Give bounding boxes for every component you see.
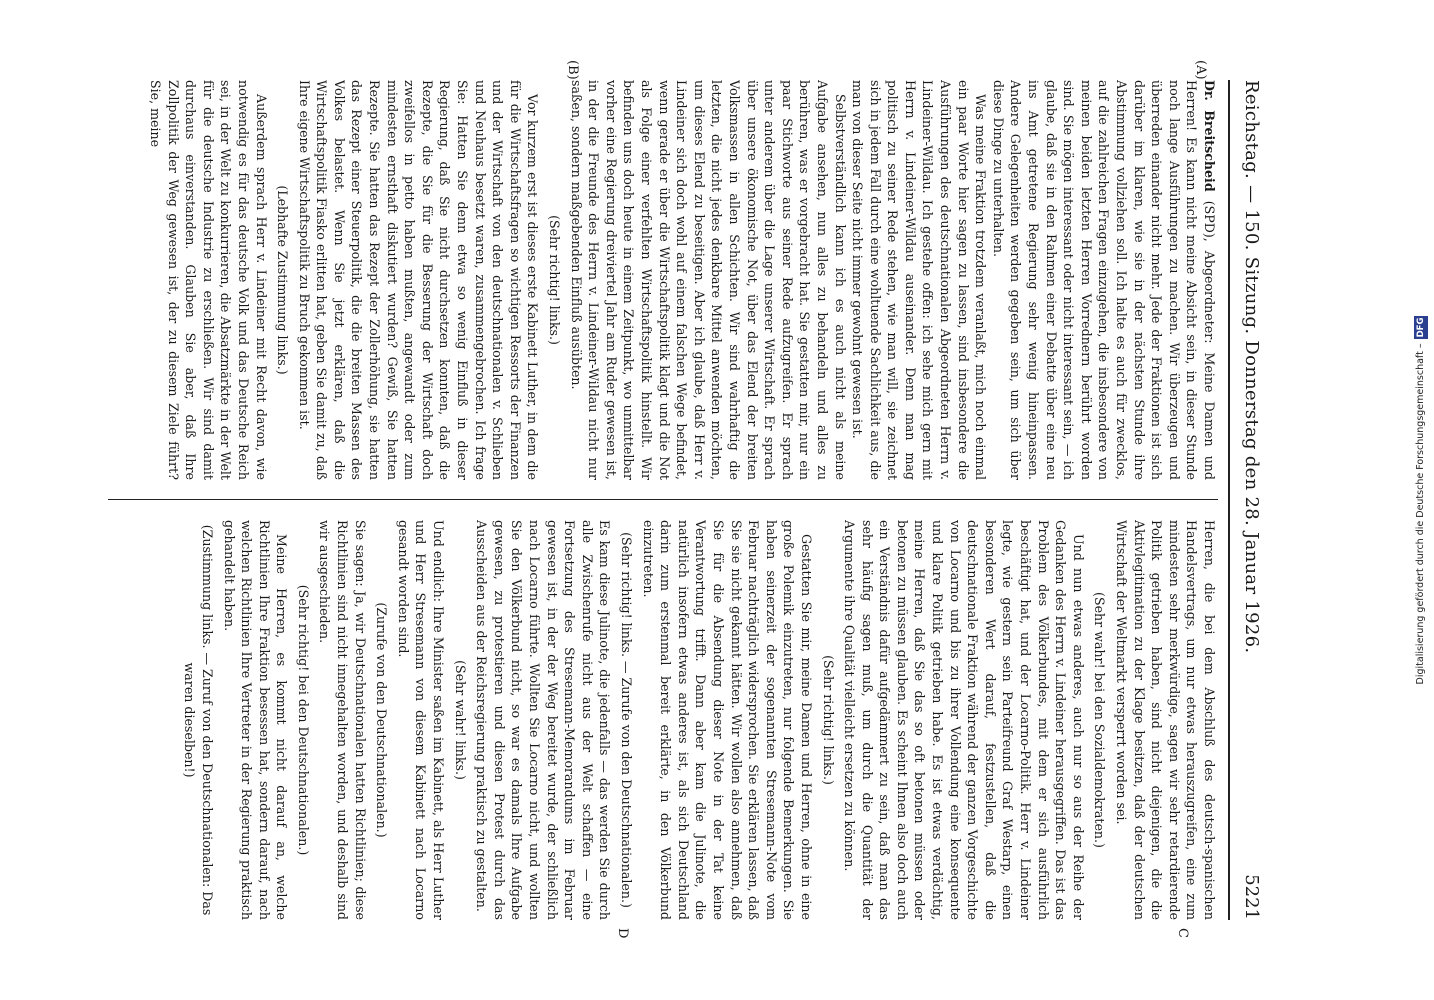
- paragraph: [639, 520, 815, 920]
- paragraph-text: (Zustimmung links. — Zuruf von den Deutschnationalen: Das waren dieselben!): [182, 524, 215, 916]
- paragraph-text: Herren, die bei dem Abschluß des deutsch-spanischen Handelsvertrags, um nur etwas herauszugreifen, eine zum mindesten sehr merkwürdige, sagen wir sehr retardierende Politik getrieben haben, sind nicht diejenigen, die die Aktivlegitimation zu der Klage besitzen, daß der deutschen Wirtschaft der Weltmarkt versperrt worden sei.: [1114, 520, 1217, 920]
- margin-marker-a: (A): [1193, 60, 1208, 80]
- paragraph: [220, 520, 290, 920]
- paragraph-text: Und endlich: Ihre Minister saßen im Kabinett, als Herr Luther und Herr Stresemann von diesem Kabinett nach Locarno gesandt worden sind.: [395, 520, 447, 920]
- header-title: Reichstag. — 150. Sitzung. Donnerstag den 28. Januar 1926.: [1241, 80, 1263, 654]
- paragraph-text: (Sehr richtig! links.): [547, 215, 563, 345]
- side-credit-text: Digitalisierung gefördert durch die Deutsche Forschungsgemeinschaft –DFG: [1415, 317, 1426, 685]
- rotated-page-body: [90, 60, 1270, 939]
- interjection: [373, 520, 391, 920]
- text-column-left: [108, 80, 1218, 480]
- paragraph-text: Es kam diese Julinote, die jedenfalls — das werden Sie durch alle Zwischenrufe nicht aus der Welt schaffen — eine Fortsetzung des Stresemann-Memorandums im Februar gewesen ist, in der der Weg bereitet wurde, der schließlich nach Locarno führte. Wollten Sie Locarno nicht, und wollten Sie den Völkerbund nicht, so war es damals Ihre Aufgabe gewesen, zu protestieren und diesen Protest durch das Ausscheiden aus der Reichsregierung praktisch zu gestalten.: [474, 520, 613, 920]
- paragraph-text: Außerdem sprach Herr v. Lindeiner mit Recht davon, wie notwendig es für das deutsche Volk und das Deutsche Reich sei, in der Welt zu konkurrieren, die Absatzmärkte in der Welt für die deutsche Industrie zu erschließen. Wir sind damit durchaus einverstanden. Glauben Sie aber, daß Ihre Zollpolitik der Weg gewesen ist, der zu diesem Ziele führt? Sie, meine: [147, 80, 269, 480]
- paragraph-text: Und nun etwas anderes, auch nur so aus der Reihe der Gedanken des Herrn v. Lindeiner herausgegriffen. Das ist das Problem des Völkerbundes, mit dem er sich ausführlich beschäftigt hat, und der Locarno-Politik. Herr v. Lindeiner legte, wie gestern sein Parteifreund Graf Westarp, einen besonderen Wert darauf, festzustellen, daß die deutschnationale Fraktion während der ganzen Vorgeschichte von Locarno und bis zu ihrer Vollendung eine konsequente und klare Politik getrieben habe. Es ist etwas verdächtig, meine Herren, daß Sie das so oft betonen müssen oder betonen zu müssen glauben. Es scheint Ihnen also doch auch ein Verständnis dafür aufgedämmert zu sein, daß man das sehr häufig sagen muß, um durch die Quantität der Argumente ihre Qualität vielleicht ersetzen zu können.: [842, 520, 1086, 920]
- paragraph-text: Was meine Fraktion trotzdem veranlaßt, mich noch einmal ein paar Worte hier sagen zu lassen, sind insbesondere die Ausführungen des deutschnationalen Abgeordneten Herrn v. Lindeiner-Wildau. Ich gestehe offen: ich sehe mich gern mit Herrn v. Lindeiner-Wildau auseinander. Denn man mag politisch zu seiner Rede stehen, wie man will, sie zeichnet sich in jedem Fall durch eine wohltuende Sachlichkeit aus, die man von dieser Seite nicht immer gewohnt gewesen ist.: [850, 80, 989, 480]
- paragraph-text: Selbstverständlich kann ich es auch nicht als meine Aufgabe ansehen, nun alles zu behandeln und alles zu berühren, was er vorgebracht hat. Sie gestatten mir, nur ein paar Stichworte aus seiner Rede aufzugreifen. Er sprach unter anderem über die Lage unserer Wirtschaft. Er sprach über unsere ökonomische Not, über das Elend der breiten Volksmassen in allen Schichten. Wir sind wahrhaftig die letzten, die nicht jedes denkbare Mittel anwenden möchten, um dieses Elend zu beseitigen. Aber ich glaube, daß Herr v. Lindeiner sich doch wohl auf einem falschen Wege befindet, wenn gerade er über die Wirtschaftspolitik klagt und die Not als Folge einer verfehlten Wirtschaftspolitik hinstellt. Wir befinden uns doch heute in einem Zeitpunkt, wo unmittelbar vorher eine Regierung dreiviertel Jahr am Ruder gewesen ist, in der die Freunde des Herrn v. Lindeiner-Wildau nicht nur saßen, sondern maßgebenden Einfluß ausübten.: [568, 80, 848, 480]
- paragraph: [394, 520, 447, 920]
- paragraph-text: Vor kurzem erst ist dieses erste Kabinett Luther, in dem die für die Wirtschaftsfragen so wichtigen Ressorts der Finanzen und der Wirtschaft von den deutschnationalen v. Schlieben und Neuhaus besetzt waren, zusammengebrochen. Ich frage Sie: Hatten Sie denn etwa so wenig Einfluß in dieser Regierung, daß Sie nicht durchsetzen konnten, daß die Rezepte, die Sie für die Besserung der Wirtschaft doch zweifellos in petto haben mußten, angewandt oder zum mindesten ernsthaft diskutiert wurden? Gewiß, Sie hatten Rezepte. Sie hatten das Rezept der Zollerhöhung, sie hatten das Rezept einer Steuerpolitik, die die breiten Massen des Volkes belastet. Wenn Sie jetzt erklären, daß die Wirtschaftspolitik Fiasko erlitten hat, geben Sie damit zu, daß Ihre eigene Wirtschaftspolitik zu Bruch gekommen ist.: [296, 80, 541, 480]
- interjection: [181, 520, 216, 920]
- page-number: 5221: [1241, 874, 1263, 920]
- margin-marker-d: D: [615, 928, 630, 939]
- margin-marker-c: C: [1175, 928, 1190, 938]
- paragraph-text: (Sehr wahr! links.): [452, 660, 468, 780]
- paragraph-text: Sie sagen: Ja, wir Deutschnationalen hatten Richtlinien; diese Richtlinien sind nicht innegehalten worden, und deshalb sind wir ausgeschieden.: [317, 520, 368, 920]
- interjection: [451, 520, 469, 920]
- text-column-right: [108, 520, 1218, 920]
- interjection: [274, 80, 292, 480]
- interjection: [617, 520, 635, 920]
- paragraph-text: Gestatten Sie mir, meine Damen und Herren, ohne in eine große Polemik einzutreten, nur folgende Bemerkungen. Sie haben seinerzeit der sogenannten Stresemann-Note vom Februar nachträglich widersprochen. Sie erklären lassen, daß Sie sie nicht gekannt hätten. Wir wollen also annehmen, daß Sie für die Absendung dieser Note in der Tat keine Verantwortung trifft. Dann aber kam die Julinote, die natürlich insofern etwas anderes ist, als sich Deutschland darin zum erstenmal bereit erklärte, in den Völkerbund einzutreten.: [640, 520, 814, 920]
- paragraph-text: Meine Herren, es kommt nicht darauf an, welche Richtlinien Ihre Fraktion besessen hat, sondern darauf, nach welchen Richtlinien Ihre Vertreter in der Regierung praktisch gehandelt haben.: [221, 520, 290, 920]
- header-rule: [1228, 80, 1230, 920]
- interjection: [819, 520, 837, 920]
- paragraph-text: (Sehr richtig! bei den Deutschnationalen.): [295, 584, 311, 856]
- paragraph: [567, 80, 849, 480]
- paragraph: [146, 80, 269, 480]
- column-divider: [108, 499, 1218, 500]
- paragraph: [316, 520, 369, 920]
- side-credit: [1414, 10, 1428, 990]
- paragraph: [989, 80, 1218, 480]
- interjection: [1091, 520, 1109, 920]
- margin-marker-b: (B): [565, 60, 580, 80]
- paragraph-text: (Sehr richtig! links. — Zurufe von den Deutschnationalen.): [619, 532, 634, 908]
- page-header: [1234, 80, 1270, 920]
- paragraph: [295, 80, 541, 480]
- paragraph: [473, 520, 614, 920]
- paragraph: [841, 520, 1087, 920]
- paragraph-text: (Zurufe von den Deutschnationalen.): [374, 602, 390, 838]
- interjection: [545, 80, 563, 480]
- interjection: [294, 520, 312, 920]
- paragraph-text: (Sehr wahr! bei den Sozialdemokraten.): [1092, 592, 1108, 848]
- speaker-name: Dr. Breitscheid: [1202, 80, 1217, 192]
- paragraph-text: (SPD), Abgeordneter: Meine Damen und Herren! Es kann nicht meine Absicht sein, in dieser Stunde noch lange Ausführungen zu machen. Wir überzeugen und überreden einander nicht mehr. Jede der Fraktionen ist sich darüber im klaren, wie sie in der nächsten Stunde ihre Abstimmung vollziehen soll. Ich halte es auch für zwecklos, auf die zahlreichen Fragen einzugehen, die insbesondere von meinen beiden letzten Herren Vorrednern berührt worden sind. Sie mögen interessant oder nicht interessant sein, — ich glaube, daß sie in den Rahmen einer Debatte über eine neu ins Amt getretene Regierung sehr wenig hineinpassen. Andere Gelegenheiten werden gegeben sein, um sich über diese Dinge zu unterhalten.: [990, 80, 1217, 480]
- paragraph: [1112, 520, 1218, 920]
- paragraph-text: (Sehr richtig! links.): [820, 655, 836, 785]
- paragraph-text: (Lebhafte Zustimmung links.): [275, 185, 291, 375]
- dfg-logo: DFG: [1416, 317, 1426, 338]
- paragraph: [849, 80, 990, 480]
